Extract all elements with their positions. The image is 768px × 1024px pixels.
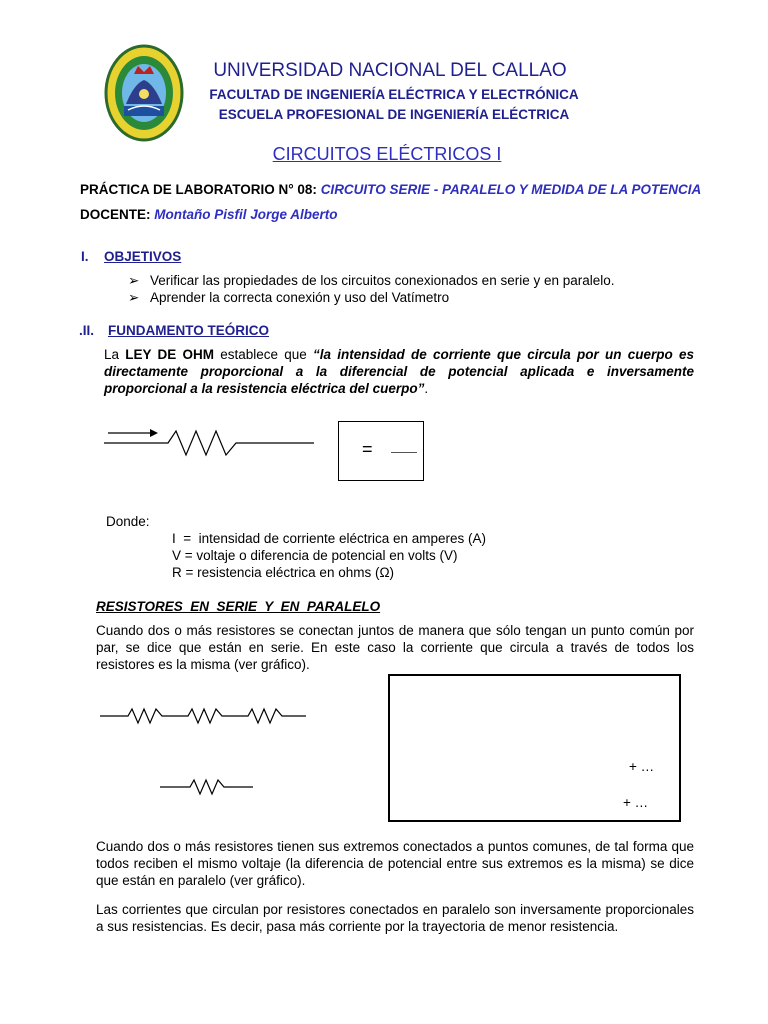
bullet-icon: ➢ (128, 290, 140, 305)
university-logo (104, 44, 184, 142)
ohm-formula-box (338, 421, 424, 481)
where-label: Donde: (106, 514, 150, 529)
resistors-heading: RESISTORES EN SERIE Y EN PARALELO (96, 599, 381, 614)
series-formula-box (388, 674, 681, 822)
equivalent-resistor-diagram (158, 774, 256, 800)
definition-voltage: V = voltaje o diferencia de potencial en volts (V) (172, 548, 458, 563)
formula-equals: = (362, 439, 373, 459)
series-formula-line-1: + … (629, 759, 655, 774)
definition-current: I = intensidad de corriente eléctrica en amperes (A) (172, 531, 487, 546)
teacher-label: DOCENTE: (80, 207, 151, 222)
ohm-mid: establece que (220, 347, 307, 362)
teacher-line (80, 206, 720, 223)
faculty-name: FACULTAD DE INGENIERÍA ELÉCTRICA Y ELECTRÓNICA (209, 87, 579, 102)
school-name: ESCUELA PROFESIONAL DE INGENIERÍA ELÉCTRICA (218, 107, 570, 122)
ohm-law-term: LEY DE OHM (125, 347, 214, 362)
objective-item: Aprender la correcta conexión y uso del Vatímetro (150, 290, 450, 305)
ohm-law-paragraph (104, 346, 694, 397)
teacher-name: Montaño Pisfil Jorge Alberto (154, 207, 338, 222)
definition-resistance: R = resistencia eléctrica en ohms (Ω) (172, 565, 395, 580)
equivalent-resistor-symbol (160, 780, 253, 794)
series-resistors-diagram (98, 702, 310, 730)
series-formula-line-2: + … (623, 795, 649, 810)
series-paragraph: Cuando dos o más resistores se conectan juntos de manera que sólo tengan un punto común por par, se dice que están en serie. En este caso la corriente que circula a través de todos los resistores es la misma (ver gráfico). (96, 623, 694, 672)
ohm-quote: “la intensidad de corriente que circula por un cuerpo es directamente proporcional a la diferencial de potencial aplicada e inversamente proporcional a la resistencia eléctrica del cuerpo” (104, 347, 694, 396)
formula-fraction-bar (391, 452, 417, 453)
ohm-end: . (424, 381, 429, 396)
university-name: UNIVERSIDAD NACIONAL DEL CALLAO (213, 60, 567, 81)
objectives-number: I. (81, 249, 89, 264)
bullet-icon: ➢ (128, 273, 140, 288)
series-resistor-chain (100, 709, 306, 723)
currents-paragraph: Las corrientes que circulan por resistores conectados en paralelo son inversamente proporcionales a sus resistencias. Es decir, pasa más corriente por la trayectoria de menor resistencia. (96, 902, 694, 934)
theory-heading: FUNDAMENTO TEÓRICO (108, 323, 269, 338)
resistor-symbol (104, 431, 314, 455)
theory-number: .II. (79, 323, 95, 338)
objective-item: Verificar las propiedades de los circuitos conexionados en serie y en paralelo. (150, 273, 615, 288)
practice-label: PRÁCTICA DE LABORATORIO N° 08: (80, 182, 317, 197)
objectives-heading: OBJETIVOS (104, 249, 182, 264)
course-title: CIRCUITOS ELÉCTRICOS I (272, 144, 502, 164)
ohm-prefix: La (104, 347, 120, 362)
practice-title: CIRCUITO SERIE - PARALELO Y MEDIDA DE LA POTENCIA (320, 182, 702, 197)
parallel-paragraph: Cuando dos o más resistores tienen sus extremos conectados a puntos comunes, de tal forma que todos reciben el mismo voltaje (la diferencia de potencial entre sus extremos es la misma) se dice que están en paralelo (ver gráfico). (96, 839, 694, 888)
resistor-current-diagram (100, 424, 320, 464)
current-arrow-icon (150, 429, 158, 437)
practice-line (80, 181, 720, 198)
